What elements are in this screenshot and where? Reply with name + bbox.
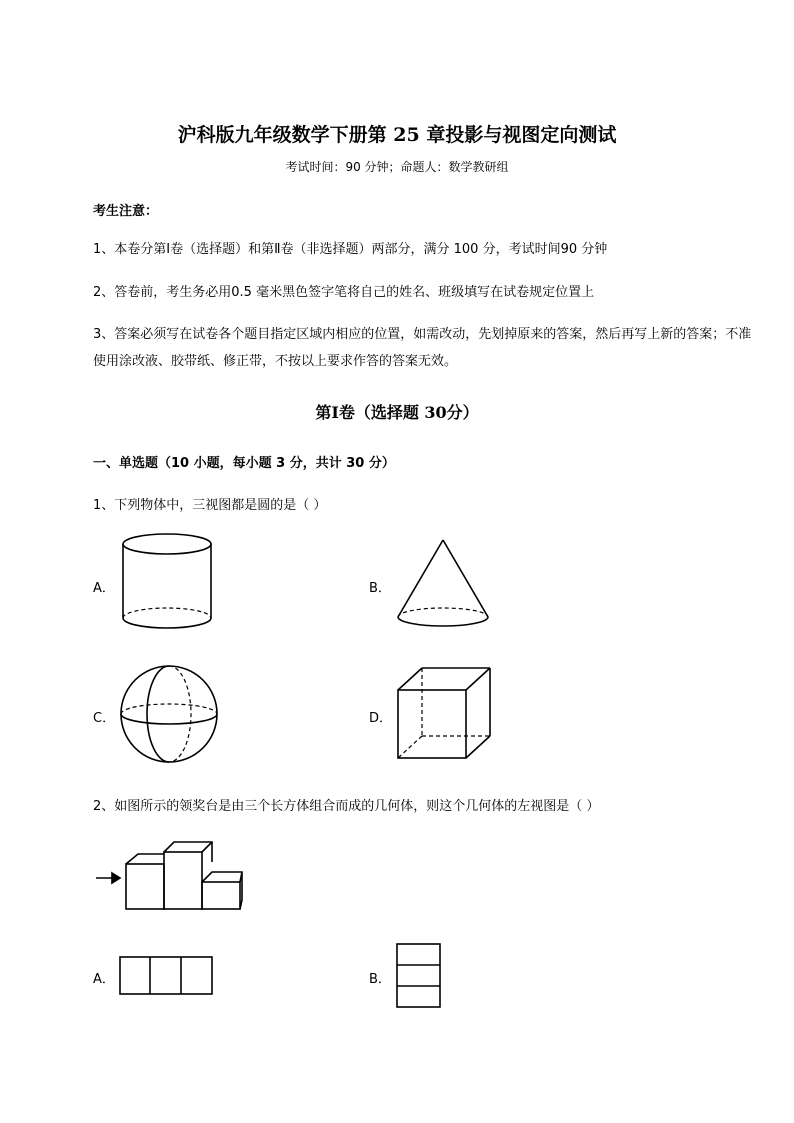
three-squares-horizontal-icon	[118, 955, 214, 997]
cone-icon	[396, 538, 492, 630]
three-rectangles-vertical-icon	[395, 942, 443, 1010]
q2-option-a-label[interactable]: A．	[93, 972, 115, 987]
q1-option-a-label[interactable]: A．	[93, 581, 115, 596]
notice-item-3: 3、答案必须写在试卷各个题目指定区域内相应的位置，如需改动，先划掉原来的答案，然后再写上新的答案；不准使用涂改液、胶带纸、修正带，不按以上要求作答的答案无效。	[93, 327, 752, 369]
sphere-icon	[119, 664, 221, 766]
question-2-text: 2、如图所示的领奖台是由三个长方体组合而成的几何体，则这个几何体的左视图是（ ）	[93, 799, 600, 814]
podium-figure-icon	[94, 838, 246, 914]
q2-option-b-label[interactable]: B．	[369, 972, 391, 987]
question-1-text: 1、下列物体中，三视图都是圆的是（ ）	[93, 498, 327, 513]
page-title: 沪科版九年级数学下册第 25 章投影与视图定向测试	[177, 124, 617, 146]
page-subtitle: 考试时间：90 分钟；命题人：数学教研组	[285, 160, 509, 174]
notice-item-2: 2、答卷前，考生务必用0.5 毫米黑色签字笔将自己的姓名、班级填写在试卷规定位置上	[93, 285, 595, 300]
cube-icon	[396, 666, 492, 762]
section-title: 第Ⅰ卷（选择题 30分）	[315, 403, 479, 422]
cylinder-icon	[120, 532, 220, 632]
q1-option-c-label[interactable]: C．	[93, 711, 116, 726]
notice-heading: 考生注意：	[93, 204, 159, 219]
q1-option-d-label[interactable]: D．	[369, 711, 393, 726]
part-title: 一、单选题（10 小题，每小题 3 分，共计 30 分）	[93, 456, 395, 471]
q1-option-b-label[interactable]: B．	[369, 581, 391, 596]
notice-item-1: 1、本卷分第Ⅰ卷（选择题）和第Ⅱ卷（非选择题）两部分，满分 100 分，考试时间90 分钟	[93, 242, 608, 257]
